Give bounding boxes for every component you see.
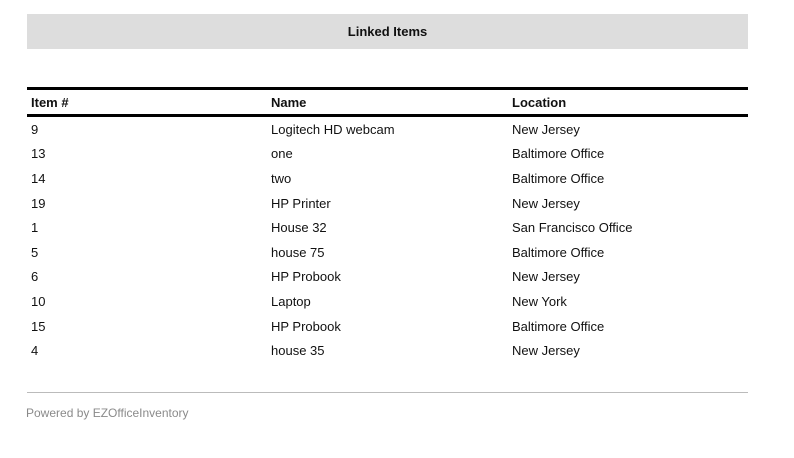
cell-location: New Jersey xyxy=(512,121,580,137)
table-row xyxy=(27,166,748,191)
table-row xyxy=(27,240,748,265)
table-row xyxy=(27,191,748,216)
table-row xyxy=(27,265,748,290)
cell-name: one xyxy=(271,146,293,162)
cell-location: Baltimore Office xyxy=(512,146,605,162)
linked-items-header xyxy=(27,14,748,49)
cell-item-number: 15 xyxy=(31,318,46,334)
cell-item-number: 6 xyxy=(31,269,39,285)
cell-name: Logitech HD webcam xyxy=(271,121,395,137)
cell-location: New Jersey xyxy=(512,269,580,285)
cell-item-number: 13 xyxy=(31,146,46,162)
linked-items-table-container xyxy=(27,87,748,363)
table-row xyxy=(27,215,748,240)
cell-name: House 32 xyxy=(271,220,327,236)
cell-location: New Jersey xyxy=(512,343,580,359)
column-header-name: Name xyxy=(271,94,307,110)
table-row xyxy=(27,142,748,167)
cell-location: Baltimore Office xyxy=(512,170,605,186)
cell-location: Baltimore Office xyxy=(512,318,605,334)
cell-location: Baltimore Office xyxy=(512,244,605,260)
cell-item-number: 9 xyxy=(31,121,39,137)
powered-by-text: Powered by EZOfficeInventory xyxy=(26,406,189,420)
footer-divider xyxy=(27,392,748,393)
cell-name: house 75 xyxy=(271,244,325,260)
column-header-location: Location xyxy=(512,94,567,110)
cell-name: HP Printer xyxy=(271,195,331,211)
cell-item-number: 5 xyxy=(31,244,39,260)
table-row xyxy=(27,116,748,142)
cell-name: HP Probook xyxy=(271,318,341,334)
page-title: Linked Items xyxy=(347,24,428,39)
table-row xyxy=(27,314,748,339)
table-header-row xyxy=(27,89,748,116)
linked-items-table xyxy=(27,87,748,363)
cell-item-number: 14 xyxy=(31,170,46,186)
cell-item-number: 10 xyxy=(31,293,46,309)
column-header-item-number: Item # xyxy=(31,94,69,110)
cell-location: New Jersey xyxy=(512,195,580,211)
cell-name: Laptop xyxy=(271,293,311,309)
cell-item-number: 1 xyxy=(31,220,39,236)
table-row xyxy=(27,289,748,314)
cell-name: HP Probook xyxy=(271,269,341,285)
cell-name: two xyxy=(271,170,292,186)
table-row xyxy=(27,338,748,363)
cell-item-number: 4 xyxy=(31,343,39,359)
cell-location: New York xyxy=(512,293,567,309)
cell-location: San Francisco Office xyxy=(512,220,633,236)
cell-name: house 35 xyxy=(271,343,325,359)
cell-item-number: 19 xyxy=(31,195,46,211)
